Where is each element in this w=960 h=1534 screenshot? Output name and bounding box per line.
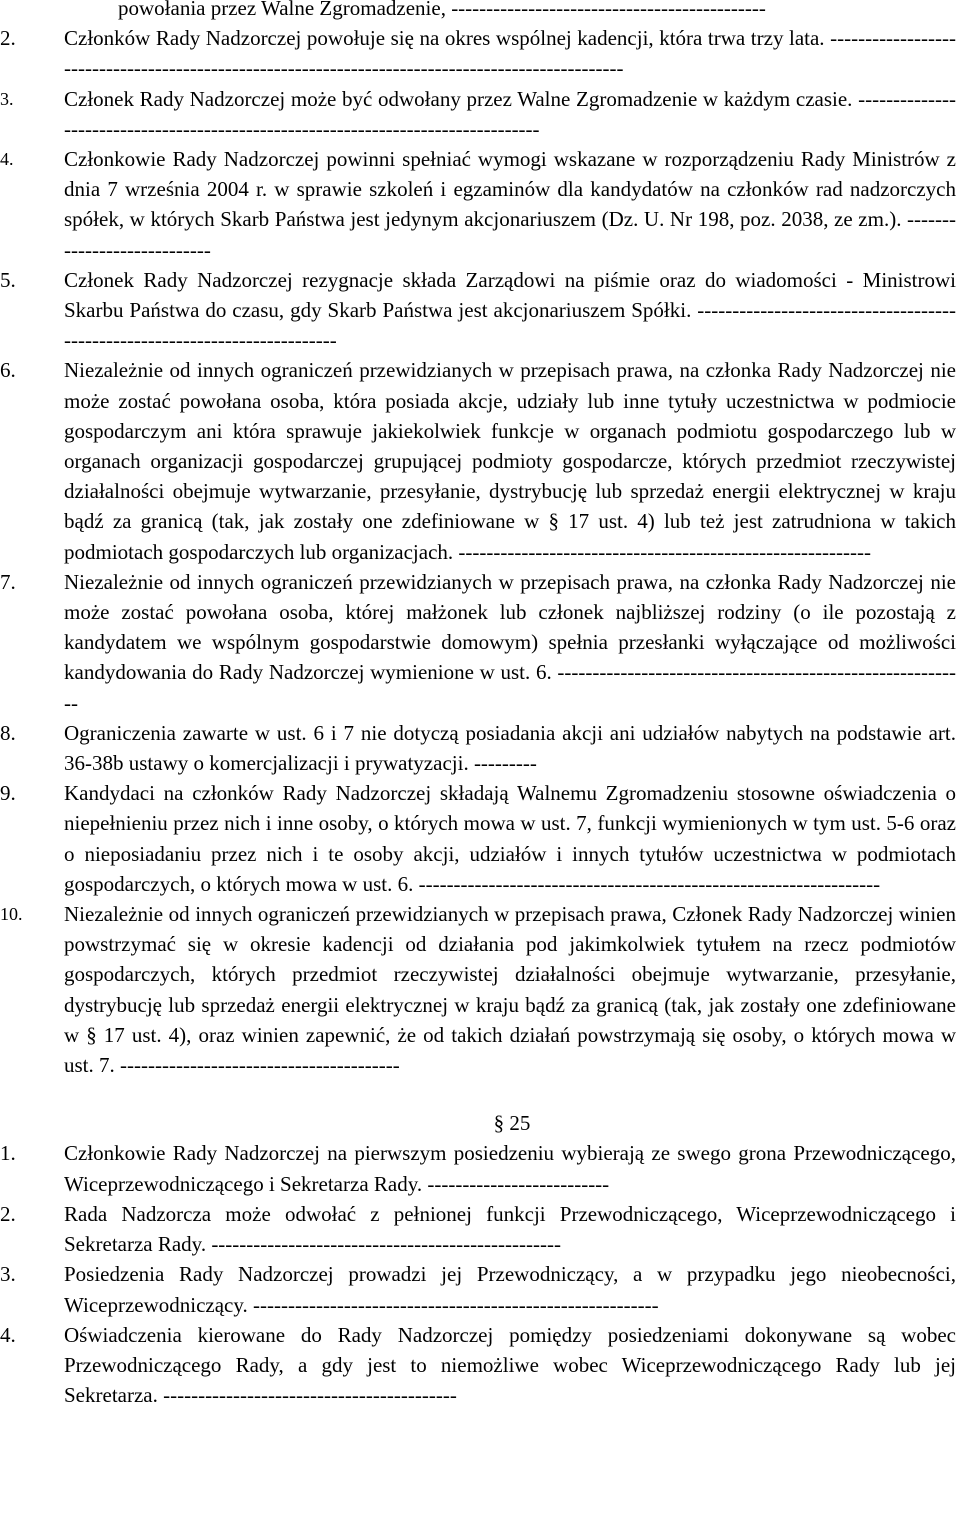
- item-text: Członek Rady Nadzorczej może być odwołany przez Walne Zgromadzenie w każdym czasie. ----------------------------------------------------------------------------------: [64, 86, 956, 141]
- item-number: 7.: [0, 569, 16, 594]
- list-item-4: [0, 1320, 960, 1411]
- item-text: Kandydaci na członków Rady Nadzorczej składają Walnemu Zgromadzeniu stosowne oświadczenia o niepełnieniu przez nich i inne osoby, o których mowa w ust. 7, funkcji wymienionych w tym ust. 5-6 oraz o nieposiadaniu przez nich i te osoby akcji, udziałów i innych tytułów uczestnictwa w podmiotach gospodarczych, o których mowa w ust. 6. ------------------------------------------------------------------: [64, 781, 956, 896]
- item-number: 5.: [0, 267, 16, 292]
- item-number: 2.: [0, 1201, 16, 1226]
- item-text: Członkowie Rady Nadzorczej na pierwszym posiedzeniu wybierają ze swego grona Przewodniczącego, Wiceprzewodniczącego i Sekretarza Rady. --------------------------: [64, 1141, 956, 1196]
- item-text: Członkowie Rady Nadzorczej powinni spełniać wymogi wskazane w rozporządzeniu Rady Ministrów z dnia 7 września 2004 r. w sprawie szkoleń i egzaminów dla kandydatów na członków rad nadzorczych spółek, w których Skarb Państwa jest jedynym akcjonariuszem (Dz. U. Nr 198, poz. 2038, ze zm.). ----------------------------: [64, 147, 956, 262]
- item-text: Niezależnie od innych ograniczeń przewidzianych w przepisach prawa, na członka Rady Nadzorczej nie może zostać powołana osoba, która posiada akcje, udziały lub inne tytuły uczestnictwa w podmiocie gospodarczym ani która sprawuje jakiekolwiek funkcje w organach podmiotu gospodarczego lub w organach organizacji gospodarczej grupującej podmioty gospodarcze, których przedmiot rzeczywistej działalności obejmuje wytwarzanie, przesyłanie, dystrybucję lub sprzedaż energii elektrycznej w kraju bądź za granicą (tak, jak zostały one zdefiniowane w § 17 ust. 4) lub też jest zatrudniona w takich podmiotach gospodarczych lub organizacjach. -----------------------------------------------------------: [64, 358, 956, 564]
- continuation-line: powołania przez Walne Zgromadzenie, ---------------------------------------------: [118, 0, 766, 20]
- list-item-6: [0, 355, 960, 566]
- list-item-2: [0, 23, 960, 83]
- item-number: 4.: [0, 149, 14, 169]
- item-number: 10.: [0, 904, 23, 925]
- item-number: 2.: [0, 26, 16, 51]
- item-number: 4.: [0, 1322, 16, 1347]
- list-item-1: [0, 1138, 960, 1198]
- list-item-7: [0, 567, 960, 718]
- item-text: Członek Rady Nadzorczej rezygnacje składa Zarządowi na piśmie oraz do wiadomości - Ministrowi Skarbu Państwa do czasu, gdy Skarb Państwa jest akcjonariuszem Spółki. ----------------------------------------------------------------------------: [64, 267, 956, 353]
- item-number: 3.: [0, 88, 14, 109]
- item-text: Oświadczenia kierowane do Rady Nadzorczej pomiędzy posiedzeniami dokonywane są wobec Przewodniczącego Rady, a gdy jest to niemożliwe wobec Wiceprzewodniczącego Rady lub jej Sekretarza. ------------------------------------------: [64, 1322, 956, 1408]
- item-text: Rada Nadzorcza może odwołać z pełnionej funkcji Przewodniczącego, Wiceprzewodniczącego i Sekretarza Rady. --------------------------------------------------: [64, 1201, 956, 1257]
- item-text: Członków Rady Nadzorczej powołuje się na okres wspólnej kadencji, która trwa trzy lata. --------------------------------------------------------------------------------------------------: [64, 26, 956, 81]
- item-text: Posiedzenia Rady Nadzorczej prowadzi jej Przewodniczący, a w przypadku jego nieobecności, Wiceprzewodniczący. ----------------------------------------------------------: [64, 1262, 956, 1317]
- section-a-list: [0, 23, 960, 1080]
- item-number: 9.: [0, 781, 16, 806]
- section-heading: § 25: [493, 1111, 531, 1136]
- section-b-list: [0, 1138, 960, 1410]
- item-number: 1.: [0, 1141, 16, 1166]
- list-item-10: [0, 899, 960, 1080]
- list-item-4: [0, 144, 960, 265]
- list-item-9: [0, 778, 960, 899]
- list-item-3: [0, 84, 960, 144]
- list-item-3: [0, 1259, 960, 1319]
- list-item-8: [0, 718, 960, 778]
- list-item-5: [0, 265, 960, 356]
- list-item-2: [0, 1199, 960, 1259]
- item-text: Niezależnie od innych ograniczeń przewidzianych w przepisach prawa, na członka Rady Nadzorczej nie może zostać powołana osoba, której małżonek lub członek najbliższej rodziny (o ile pozostają z kandydatem we wspólnym gospodarstwie domowym) spełnia przesłanki wyłączające od możliwości kandydowania do Rady Nadzorczej wymienione w ust. 6. -----------------------------------------------------------: [64, 569, 956, 715]
- item-number: 6.: [0, 358, 16, 383]
- item-number: 8.: [0, 720, 16, 745]
- item-text: Niezależnie od innych ograniczeń przewidzianych w przepisach prawa, Członek Rady Nadzorczej winien powstrzymać się w okresie kadencji od działania pod jakimkolwiek tytułem na rzecz podmiotów gospodarczych, których przedmiot rzeczywistej działalności obejmuje wytwarzanie, przesyłanie, dystrybucję lub sprzedaż energii elektrycznej w kraju bądź za granicą (tak, jak zostały one zdefiniowane w § 17 ust. 4), oraz winien zapewnić, że od takich działań powstrzymają się osoby, o których mowa w ust. 7. ----------------------------------------: [64, 902, 956, 1078]
- item-text: Ograniczenia zawarte w ust. 6 i 7 nie dotyczą posiadania akcji ani udziałów nabytych na podstawie art. 36-38b ustawy o komercjalizacji i prywatyzacji. ---------: [64, 720, 956, 776]
- item-number: 3.: [0, 1262, 16, 1287]
